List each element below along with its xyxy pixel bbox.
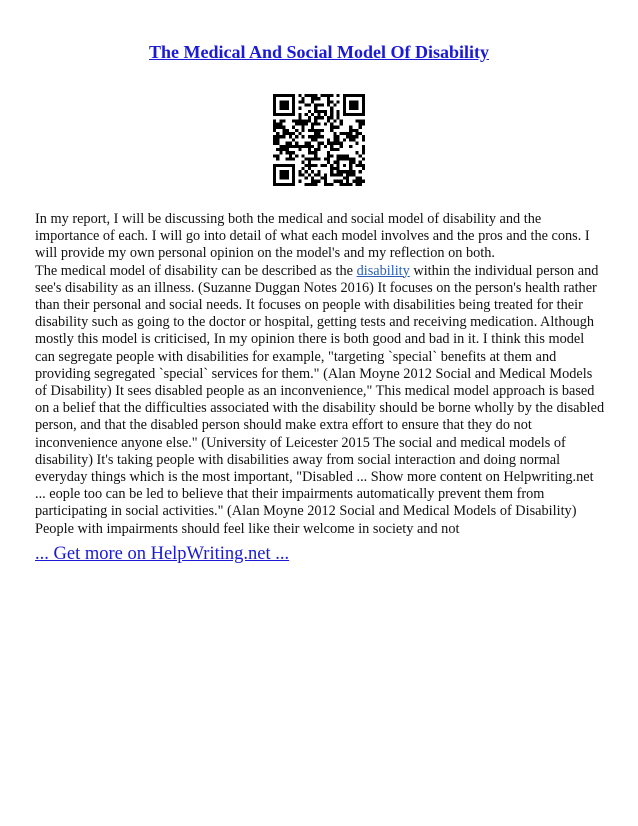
paragraph-text-rest: within the individual person and see's disability as an illness. (Suzanne Duggan Notes 2016) It focuses on the person's health rather than their personal and social needs. It focuses on people with disabilities being treated for their disability such as going to the doctor or hospital, getting tests and receiving medication. Although mostly this model is criticised, In my opinion there is both good and bad in it. I think this model can segregate people with disabilities for example, "targeting `special` benefits at them and providing segregated `special` services for them." (Alan Moyne 2012 Social and Medical Models of Disability) It sees disabled people as an inconvenience," This medical model approach is based on a belief that the difficulties associated with the disability should be borne wholly by the disabled person, and that the disabled person should make extra effort to ensure that they do not inconvenience anyone else." (University of Leicester 2015 The social and medical models of disability) It's taking people with disabilities away from social interaction and doing normal everyday things which is the most important, "Disabled ... Show more content on Helpwriting.net ... eople too can be led to believe that their impairments automatically prevent them from participating in social activities." (Alan Moyne 2012 Social and Medical Models of Disability) People with impairments should feel like their welcome in society and not — [35, 262, 605, 537]
paragraph-text-start: The medical model of disability can be described as the — [35, 262, 357, 279]
disability-link[interactable]: disability — [356, 262, 410, 279]
document-title-link[interactable]: The Medical And Social Model Of Disability — [148, 42, 489, 62]
paragraph-intro: In my report, I will be discussing both the medical and social model of disability and the importance of each. I will go into detail of what each model involves and the pros and the cons. I will provide my own personal opinion on the model's and my reflection on both. — [35, 211, 590, 262]
qr-code-icon — [273, 94, 365, 186]
document-body — [35, 211, 605, 538]
paragraph-medical-model — [35, 263, 605, 538]
get-more-link[interactable]: ... Get more on HelpWriting.net ... — [35, 544, 290, 564]
